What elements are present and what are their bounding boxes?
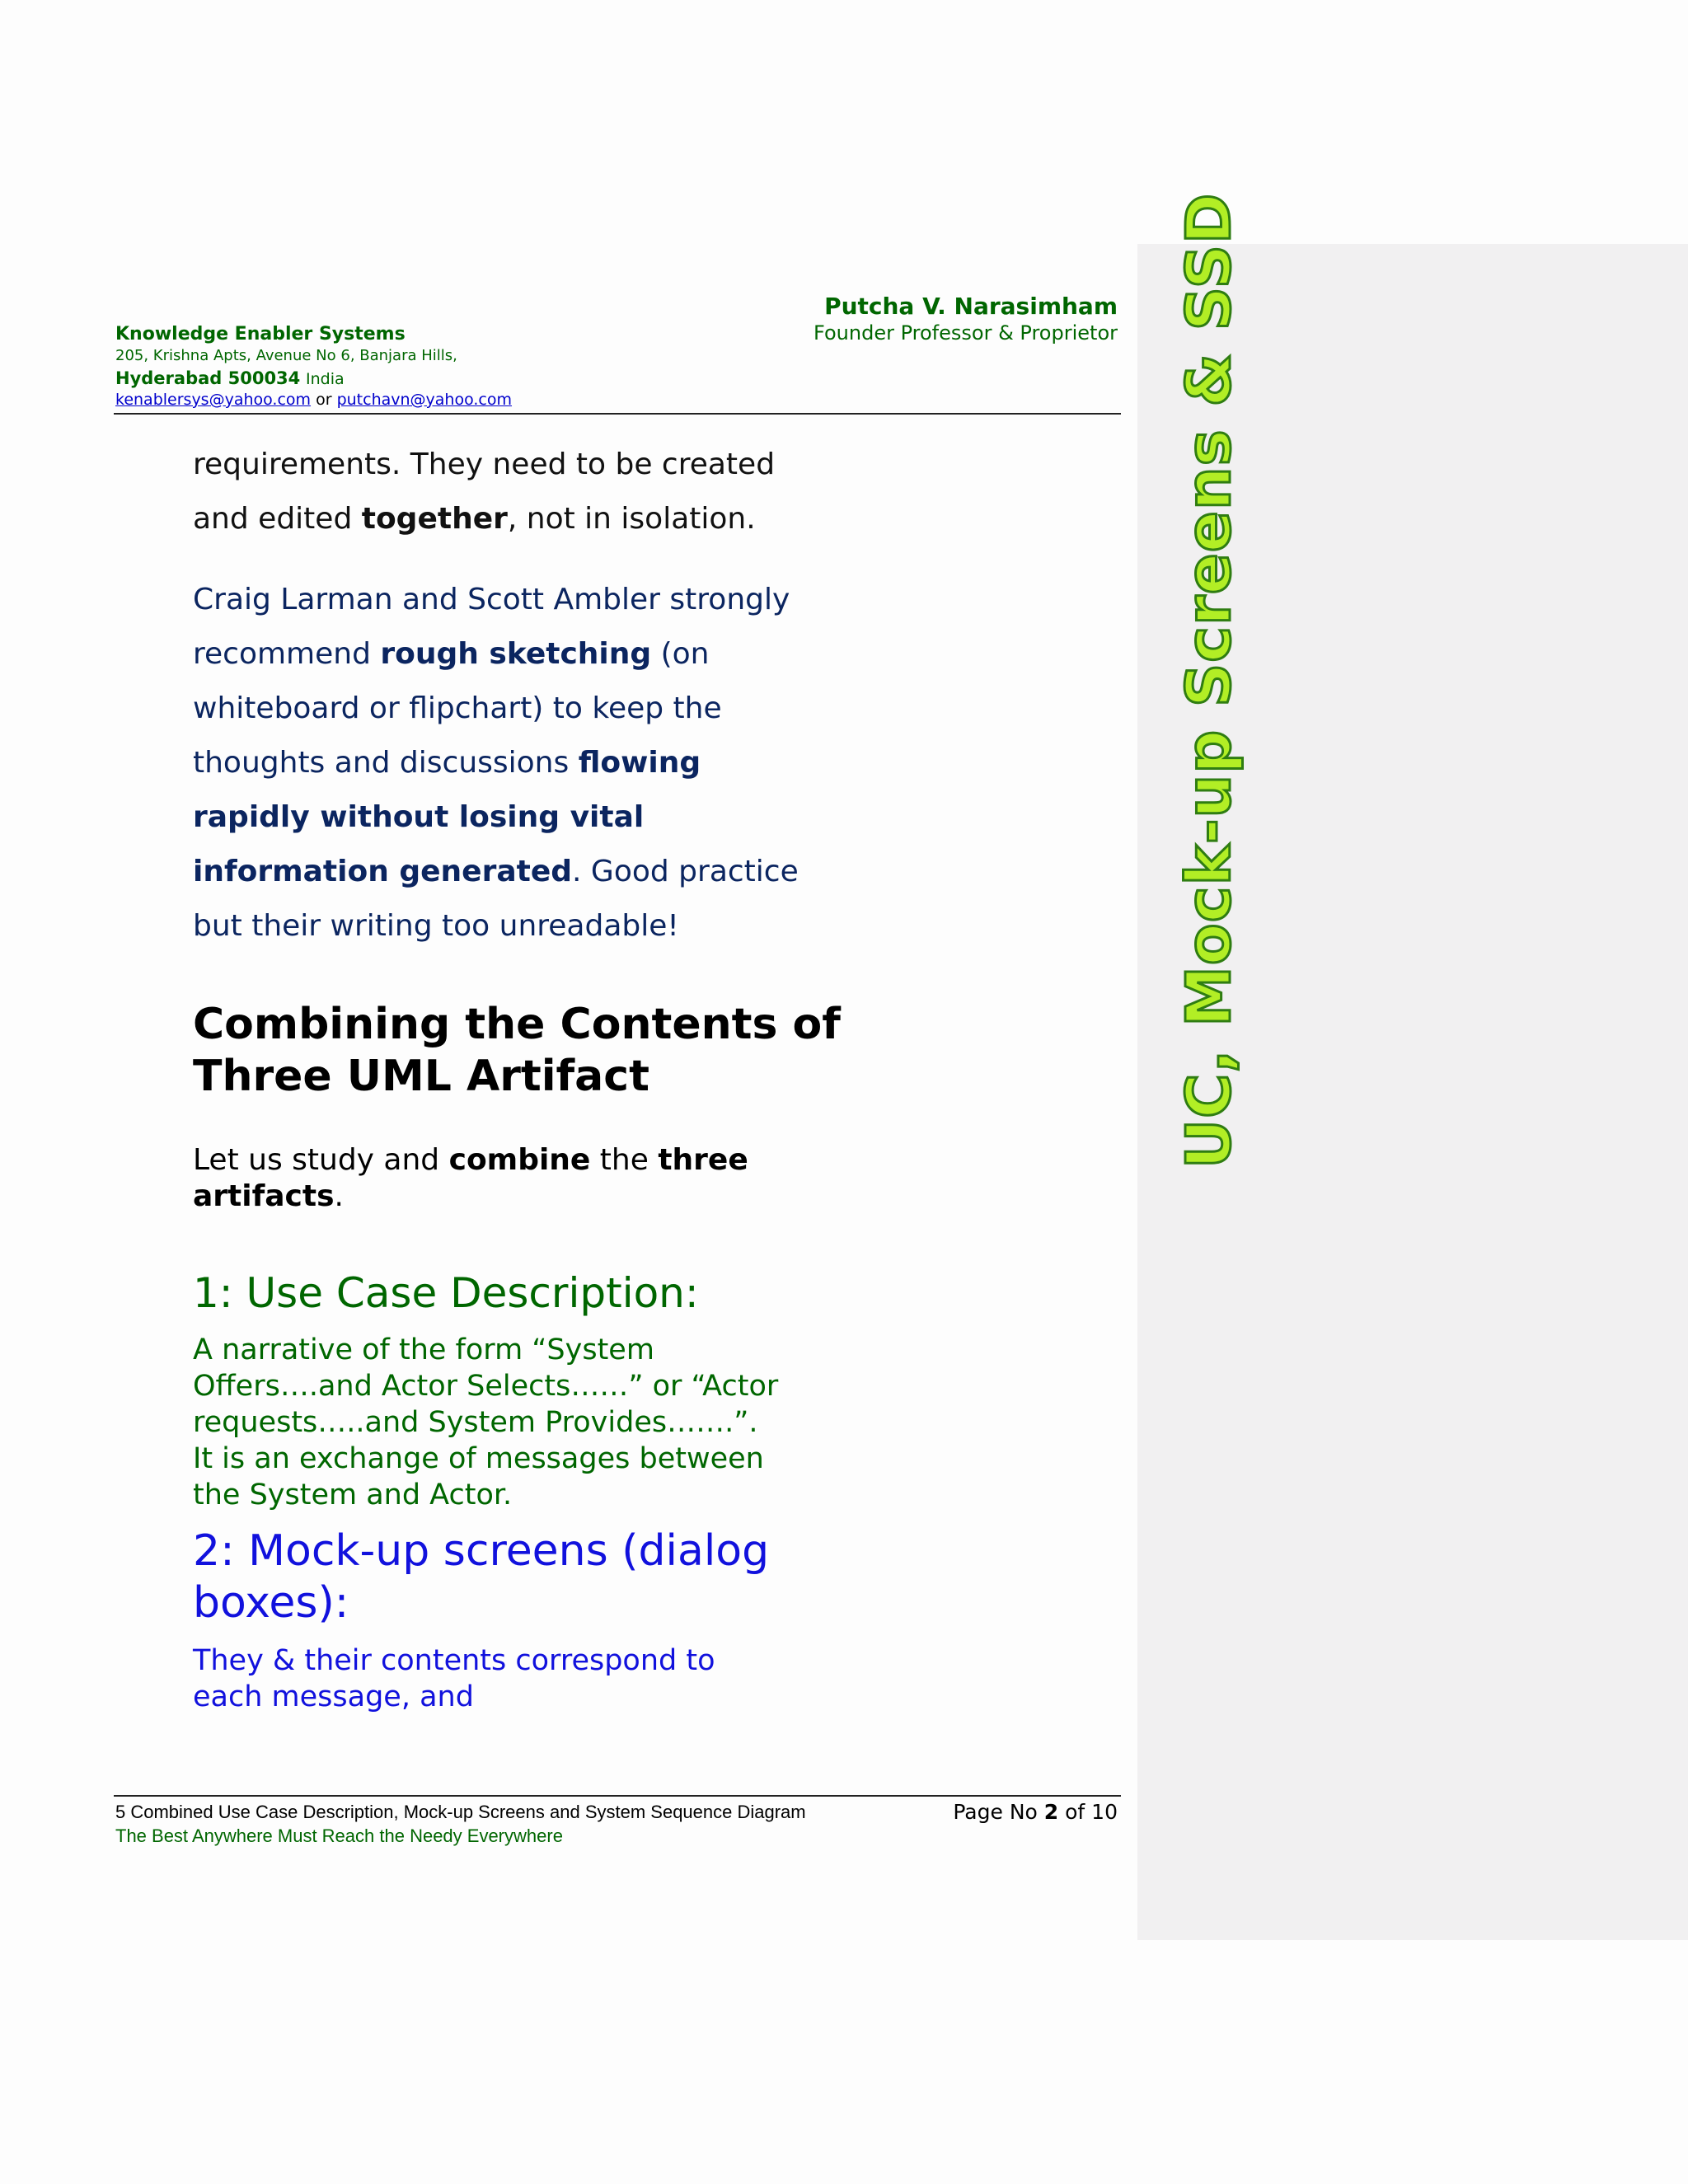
company-address: 205, Krishna Apts, Avenue No 6, Banjara Hills, bbox=[115, 347, 457, 364]
text-run: . Good practice but their writing too unreadable! bbox=[193, 855, 799, 943]
page-current: 2 bbox=[1043, 1800, 1059, 1824]
section-heading: Combining the Contents of Three UML Artifact bbox=[193, 1000, 841, 1101]
footer-divider bbox=[114, 1795, 1121, 1797]
header-divider bbox=[114, 413, 1121, 415]
mockup-screens-text: They & their contents correspond to each message, and bbox=[193, 1644, 715, 1713]
city-text: Hyderabad 500034 bbox=[115, 368, 301, 388]
company-city bbox=[115, 368, 345, 388]
mockup-screens-heading: 2: Mock-up screens (dialog boxes): bbox=[193, 1526, 770, 1628]
text-run: Craig Larman and Scott Ambler strongly recommend bbox=[193, 583, 790, 671]
intro-paragraph bbox=[193, 1142, 819, 1215]
email-link-1[interactable]: kenablersys@yahoo.com bbox=[115, 391, 312, 409]
sidebar-vertical-title: UC, Mock-up Screens & SSD bbox=[1174, 192, 1245, 1169]
author-title: Founder Professor & Proprietor bbox=[814, 321, 1118, 344]
use-case-description-text: A narrative of the form “System Offers….and Actor Selects……” or “Actor requests…..and System Provides…….”. It is an exchange of messages between the System and Actor. bbox=[193, 1333, 779, 1511]
paragraph-requirements bbox=[193, 438, 819, 546]
paragraph-sketching bbox=[193, 573, 819, 954]
page-prefix: Page No bbox=[953, 1800, 1044, 1824]
text-run: . bbox=[334, 1179, 344, 1213]
text-run: requirements. They need to be created and edited bbox=[193, 448, 776, 536]
text-run: the bbox=[590, 1143, 659, 1177]
use-case-description-heading: 1: Use Case Description: bbox=[193, 1269, 699, 1317]
footer-tagline: The Best Anywhere Must Reach the Needy Everywhere bbox=[115, 1825, 563, 1846]
page-total: of 10 bbox=[1058, 1800, 1118, 1824]
emphasis-rough-sketching: rough sketching bbox=[380, 637, 652, 671]
email-separator: or bbox=[316, 391, 332, 409]
country-text: India bbox=[305, 370, 345, 388]
emphasis-three-artifacts: three artifacts bbox=[193, 1143, 748, 1213]
email-line bbox=[115, 391, 512, 409]
footer-doc-title: 5 Combined Use Case Description, Mock-up Screens and System Sequence Diagram bbox=[115, 1802, 806, 1822]
author-name: Putcha V. Narasimham bbox=[824, 293, 1118, 320]
email-link-2[interactable]: putchavn@yahoo.com bbox=[336, 391, 513, 409]
text-run: (on whiteboard or flipchart) to keep the thoughts and discussions bbox=[193, 637, 722, 780]
text-run: , not in isolation. bbox=[507, 502, 756, 536]
company-name: Knowledge Enabler Systems bbox=[115, 324, 406, 344]
emphasis-together: together bbox=[361, 502, 508, 536]
emphasis-flowing: flowing rapidly without losing vital information generated bbox=[193, 746, 701, 888]
emphasis-combine: combine bbox=[448, 1143, 591, 1177]
text-run: Let us study and bbox=[193, 1143, 449, 1177]
page-number bbox=[953, 1800, 1118, 1824]
